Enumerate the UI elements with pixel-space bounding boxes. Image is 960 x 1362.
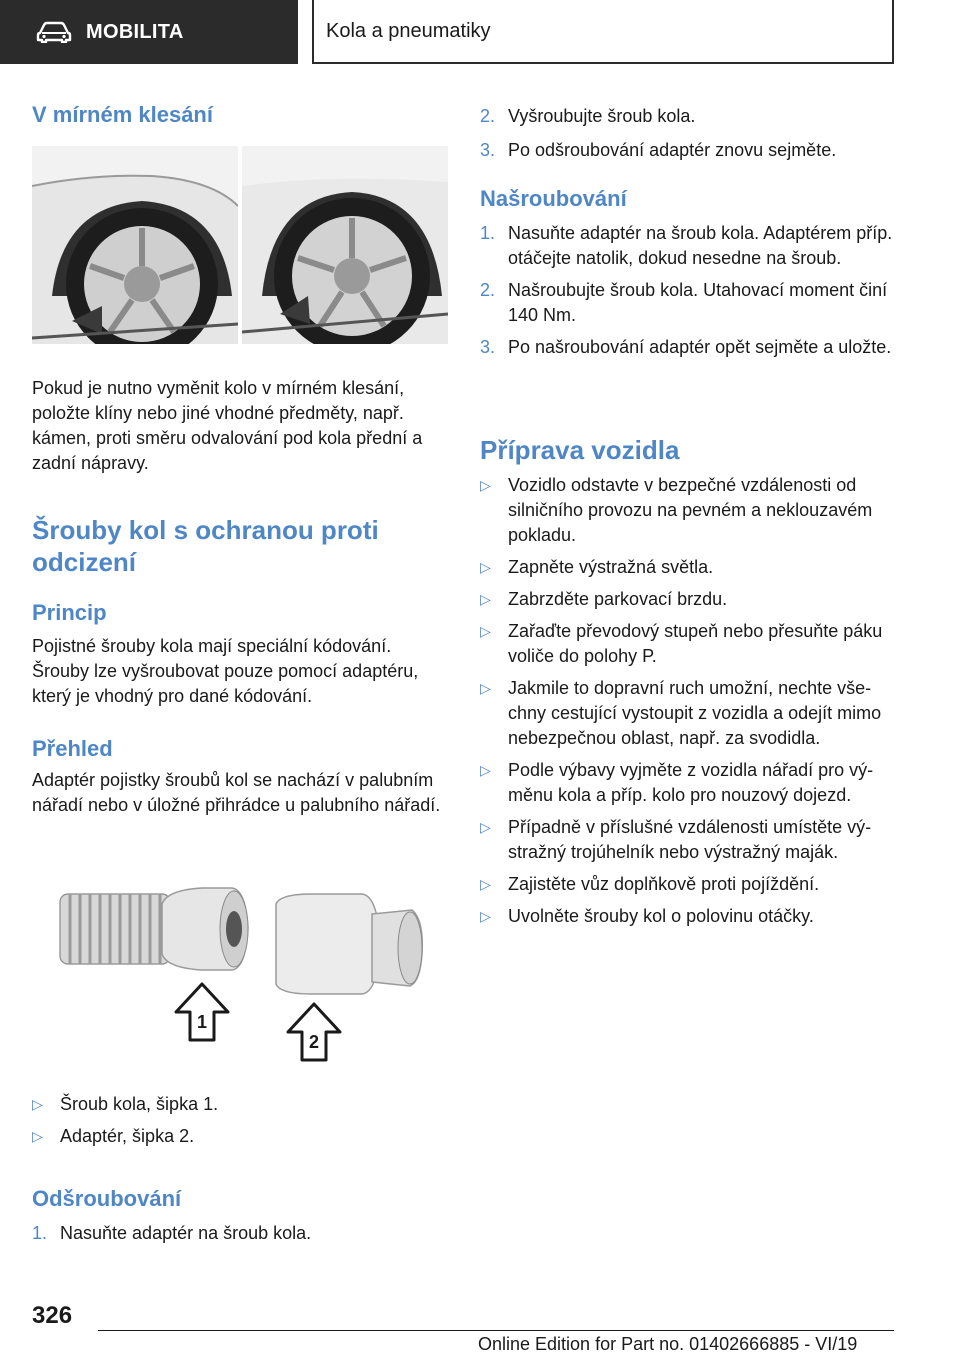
heading-principle: Princip bbox=[32, 600, 107, 625]
bolt-adapter-figure bbox=[32, 864, 448, 1064]
bullet-triangle-icon: ▷ bbox=[480, 623, 491, 639]
heading-screw-on: Našroubování bbox=[480, 186, 627, 211]
list-item: ▷ Zabrzděte parkovací brzdu. bbox=[480, 587, 900, 612]
list-item: ▷ Případně v příslušné vzdálenosti umístěte vý-stražný trojúhelník nebo výstražný maják. bbox=[480, 817, 872, 862]
list-item: ▷ Podle výbavy vyjměte z vozidla nářadí pro vý-měnu kola a příp. kolo pro nouzový dojezd. bbox=[480, 760, 874, 805]
list-item: ▷ Zajistěte vůz doplňkově proti pojíždění. bbox=[480, 872, 900, 897]
figure-label-2: 2 bbox=[308, 1032, 320, 1052]
chapter-title: Kola a pneumatiky bbox=[326, 19, 491, 42]
section-name: MOBILITA bbox=[86, 20, 184, 43]
bullet-triangle-icon: ▷ bbox=[480, 559, 491, 575]
bullet-triangle-icon: ▷ bbox=[480, 680, 491, 696]
bullet-triangle-icon: ▷ bbox=[480, 591, 491, 607]
slope-wheels-photo bbox=[32, 146, 448, 344]
list-item: ▷ Zařaďte převodový stupeň nebo přesuňte páku voliče do polohy P. bbox=[480, 621, 883, 666]
bullet-triangle-icon: ▷ bbox=[480, 876, 491, 892]
heading-overview: Přehled bbox=[32, 736, 113, 761]
bullet-triangle-icon: ▷ bbox=[480, 762, 491, 778]
paragraph-principle: Pojistné šrouby kola mají speciální kódování. Šrouby lze vyšroubovat pouze pomocí adaptéru, který je vhodný pro dané kódování. bbox=[32, 636, 419, 706]
list-item: ▷ Uvolněte šrouby kol o polovinu otáčky. bbox=[480, 904, 900, 929]
bullet-triangle-icon: ▷ bbox=[480, 477, 491, 493]
list-item: 3. Po našroubování adaptér opět sejměte a uložte. bbox=[480, 337, 892, 357]
list-item: 2. Našroubujte šroub kola. Utahovací moment činí 140 Nm. bbox=[480, 280, 888, 325]
section-tab bbox=[0, 0, 298, 64]
bullet-triangle-icon: ▷ bbox=[480, 908, 491, 924]
list-item: 1. Nasuňte adaptér na šroub kola. bbox=[32, 1223, 312, 1243]
list-item: ▷ Zapněte výstražná světla. bbox=[480, 555, 900, 580]
list-item: 2. Vyšroubujte šroub kola. bbox=[480, 106, 696, 126]
list-item: ▷ Vozidlo odstavte v bezpečné vzdálenosti od silničního provozu na pevném a neklouzavém pokladu. bbox=[480, 475, 873, 545]
unscrew-steps bbox=[32, 1221, 448, 1246]
list-item: ▷ Jakmile to dopravní ruch umožní, nechte vše-chny cestující vystoupit z vozidla a odejít mimo nebezpečnou oblast, např. za svodidla. bbox=[480, 678, 882, 748]
heading-vehicle-prep: Příprava vozidla bbox=[480, 435, 680, 465]
paragraph-overview: Adaptér pojistky šroubů kol se nachází v palubním nářadí nebo v úložné přihrádce u palubního nářadí. bbox=[32, 770, 441, 815]
heading-locking-bolts: Šrouby kol s ochranou proti odcizení bbox=[32, 515, 379, 577]
list-item: 1. Nasuňte adaptér na šroub kola. Adaptérem příp. otáčejte natolik, dokud nesedne na šroub. bbox=[480, 223, 893, 268]
paragraph-slope: Pokud je nutno vyměnit kolo v mírném klesání, položte klíny nebo jiné vhodné předměty, např. kámen, proti směru odvalování pod kola přední a zadní nápravy. bbox=[32, 378, 423, 473]
bullet-triangle-icon: ▷ bbox=[32, 1096, 43, 1112]
figure-legend-list bbox=[32, 1092, 448, 1149]
footer-rule bbox=[98, 1330, 894, 1331]
bullet-triangle-icon: ▷ bbox=[480, 819, 491, 835]
figure-label-1: 1 bbox=[196, 1012, 208, 1032]
heading-slope: V mírném klesání bbox=[32, 102, 213, 127]
page-number: 326 bbox=[32, 1302, 73, 1329]
car-icon bbox=[36, 21, 72, 43]
list-item: ▷ Šroub kola, šipka 1. bbox=[32, 1092, 448, 1117]
bullet-triangle-icon: ▷ bbox=[32, 1128, 43, 1144]
screw-on-steps bbox=[480, 221, 900, 360]
unscrew-steps-continued bbox=[480, 104, 900, 163]
heading-unscrew: Odšroubování bbox=[32, 1186, 182, 1211]
chapter-header bbox=[312, 0, 894, 64]
list-item: 3. Po odšroubování adaptér znovu sejměte. bbox=[480, 140, 837, 160]
edition-note: Online Edition for Part no. 01402666885 - VI/19 bbox=[478, 1334, 858, 1354]
vehicle-prep-list bbox=[480, 473, 900, 929]
list-item: ▷ Adaptér, šipka 2. bbox=[32, 1124, 448, 1149]
